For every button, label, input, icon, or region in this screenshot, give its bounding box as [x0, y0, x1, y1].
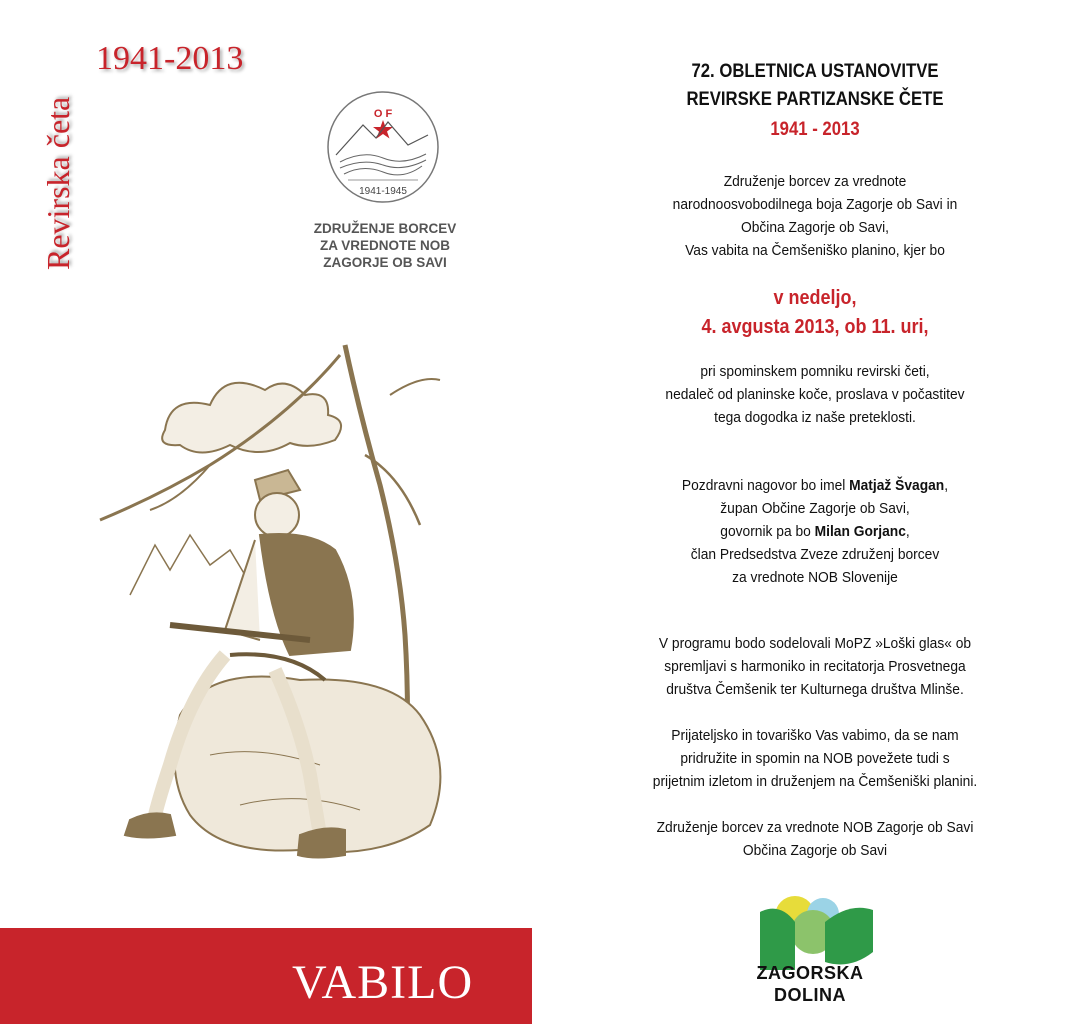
event-date-line: v nedeljo,: [773, 287, 857, 309]
of-emblem-letters: O F: [373, 108, 393, 120]
wordmark-line: ZAGORSKA: [756, 963, 864, 983]
signature-line: Združenje borcev za vrednote NOB Zagorje ob Savi: [656, 819, 974, 836]
speakers-paragraph: [600, 474, 1030, 589]
invite-line: prijetnim izletom in druženjem na Čemšeniški planini.: [652, 773, 978, 790]
speaker-name-svagan: Matjaž Švagan: [849, 477, 945, 494]
year-range-title: 1941-2013: [96, 40, 244, 77]
event-heading: [626, 58, 1004, 114]
org-caption: [300, 220, 470, 271]
program-line: društva Čemšenik ter Kulturnega društva Mlinše.: [666, 681, 964, 698]
intro-line: Vas vabita na Čemšeniško planino, kjer bo: [685, 242, 945, 259]
speaker-intro-text: govornik pa bo: [720, 523, 815, 540]
speaker-punctuation: ,: [905, 523, 910, 540]
invite-line: pridružite in spomin na NOB povežete tudi s: [680, 750, 950, 767]
location-line: tega dogodka iz naše preteklosti.: [714, 409, 916, 426]
program-line: spremljavi s harmoniko in recitatorja Prosvetnega: [664, 658, 966, 675]
org-caption-line: ZAGORJE OB SAVI: [323, 255, 447, 270]
speaker-line-4: član Predsedstva Zveze združenj borcev: [690, 546, 940, 563]
speaker-intro-text: Pozdravni nagovor bo imel: [681, 477, 850, 494]
invite-paragraph: [600, 724, 1030, 793]
speaker-line-5: za vrednote NOB Slovenije: [732, 569, 898, 586]
invite-line: Prijateljsko in tovariško Vas vabimo, da se nam: [671, 727, 959, 744]
event-heading-line: 72. OBLETNICA USTANOVITVE: [691, 61, 939, 82]
intro-line: Občina Zagorje ob Savi,: [740, 219, 890, 236]
of-emblem-icon: [318, 90, 448, 205]
intro-paragraph: [600, 170, 1030, 262]
org-caption-line: ZA VREDNOTE NOB: [319, 238, 450, 253]
invitation-title: VABILO: [292, 956, 474, 1009]
event-years: 1941 - 2013: [770, 119, 860, 140]
speaker-line-2: župan Občine Zagorje ob Savi,: [720, 500, 910, 517]
location-line: pri spominskem pomniku revirski četi,: [700, 363, 930, 380]
event-date-line: 4. avgusta 2013, ob 11. uri,: [701, 316, 929, 338]
location-paragraph: [600, 360, 1030, 429]
signature-line: Občina Zagorje ob Savi: [742, 842, 888, 859]
vertical-title: Revirska četa: [40, 96, 76, 270]
intro-line: narodnoosvobodilnega boja Zagorje ob Savi in: [672, 196, 958, 213]
speaker-line-3: [617, 520, 1013, 543]
signature-paragraph: [600, 816, 1030, 862]
speaker-punctuation: ,: [944, 477, 949, 494]
of-emblem-years: 1941-1945: [359, 186, 407, 197]
location-line: nedaleč od planinske koče, proslava v počastitev: [665, 386, 965, 403]
program-line: V programu bodo sodelovali MoPZ »Loški glas« ob: [658, 635, 972, 652]
zagorska-dolina-logo-icon: [755, 892, 875, 972]
org-caption-line: ZDRUŽENJE BORCEV: [313, 221, 457, 236]
event-date: [622, 284, 1009, 342]
zagorska-dolina-wordmark: [720, 962, 900, 1006]
speaker-line-1: [617, 474, 1013, 497]
wordmark-line: DOLINA: [774, 985, 846, 1005]
partisan-illustration: [60, 335, 490, 895]
program-paragraph: [600, 632, 1030, 701]
speaker-name-gorjanc: Milan Gorjanc: [814, 523, 906, 540]
event-heading-line: REVIRSKE PARTIZANSKE ČETE: [686, 89, 944, 110]
intro-line: Združenje borcev za vrednote: [723, 173, 907, 190]
